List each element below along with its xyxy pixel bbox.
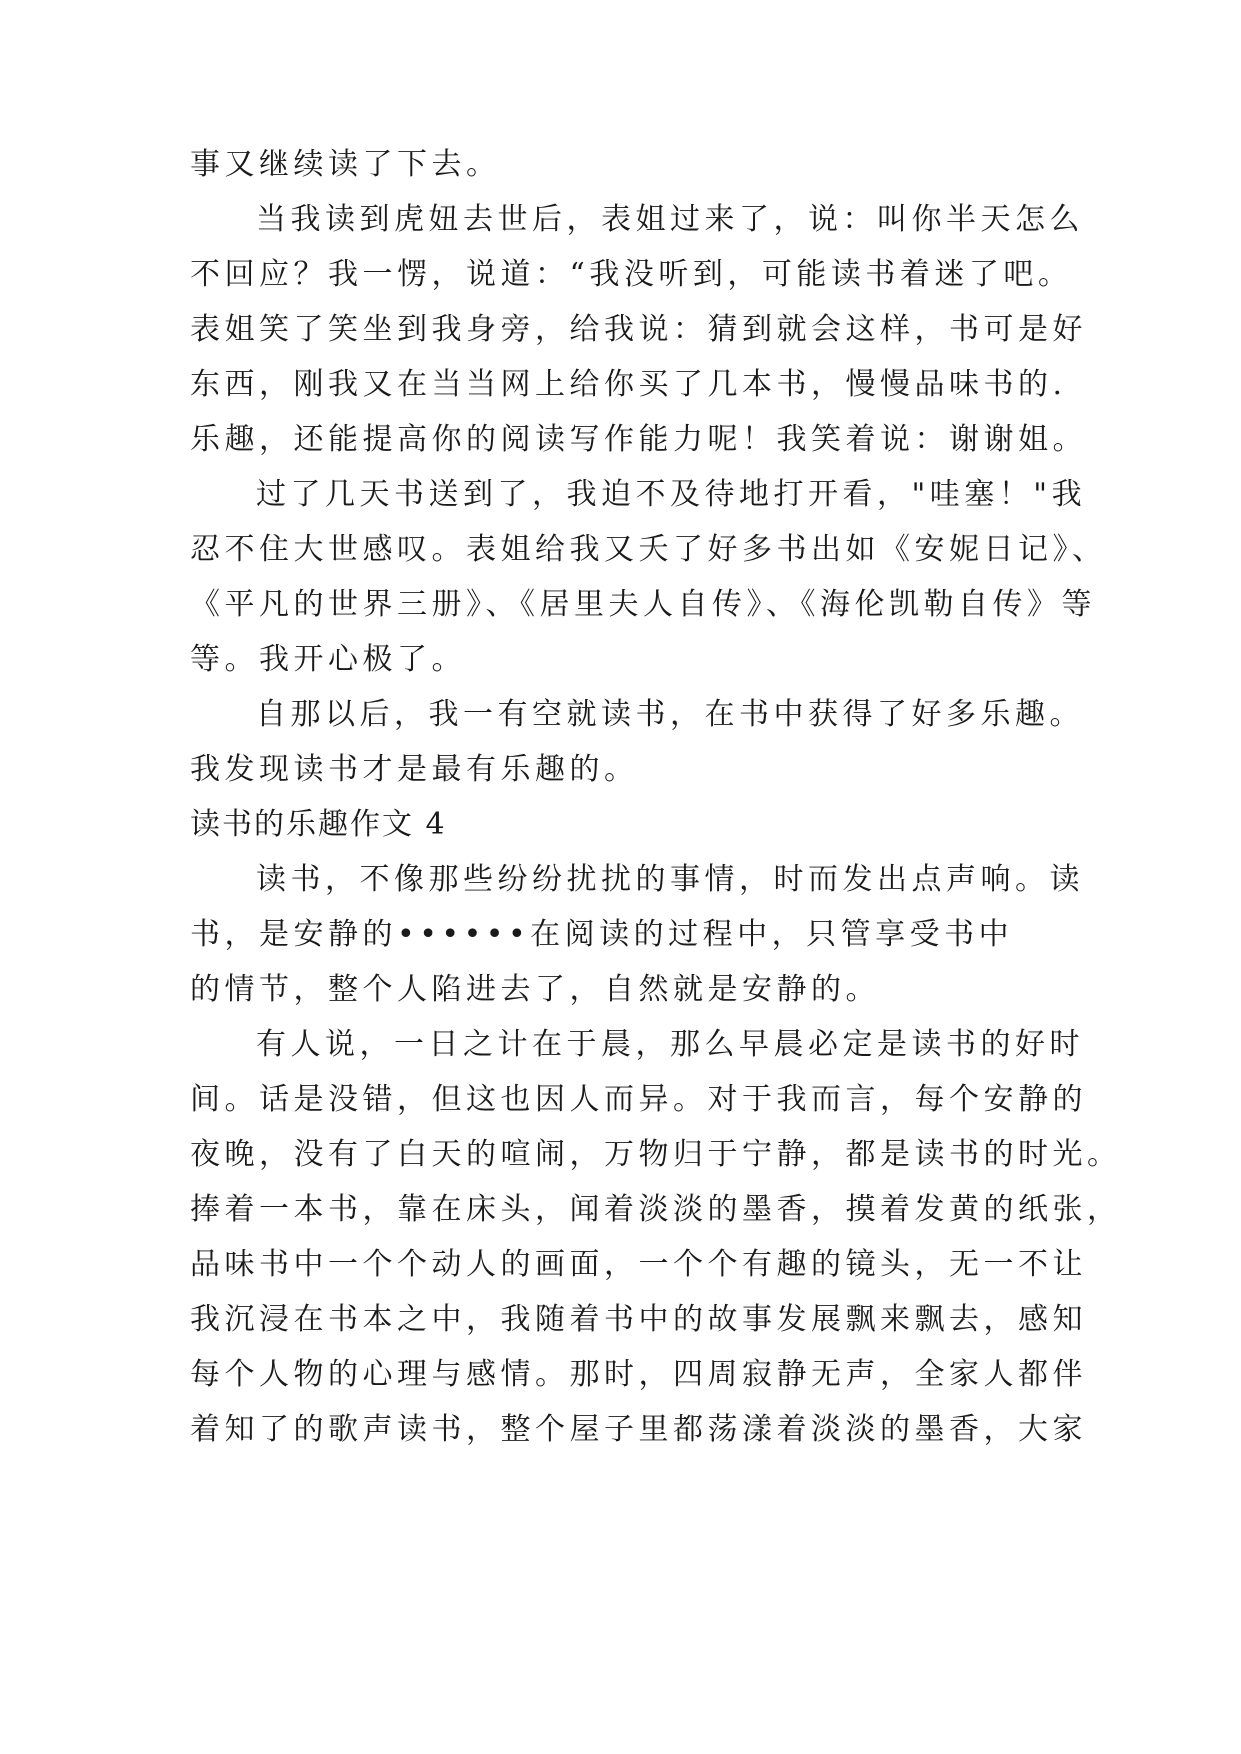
paragraph-first-line: 当我读到虎妞去世后，表姐过来了，说：叫你半天怎么 (256, 202, 1084, 237)
paragraph-first-line: 读书，不像那些纷纷扰扰的事情，时而发出点声响。读 (256, 862, 1084, 897)
text-line: 间。话是没错，但这也因人而异。对于我而言，每个安静的 (190, 1082, 1087, 1117)
text-line: 捧着一本书，靠在床头，闻着淡淡的墨香，摸着发黄的纸张， (190, 1192, 1122, 1227)
text-line: 表姐笑了笑坐到我身旁，给我说：猜到就会这样，书可是好 (190, 312, 1087, 347)
text-line: 不回应？我一愣，说道：“我没听到，可能读书着迷了吧。 (190, 257, 1073, 292)
text-line: 每个人物的心理与感情。那时，四周寂静无声，全家人都伴 (190, 1357, 1087, 1392)
text-line: 《平凡的世界三册》、《居里夫人自传》、《海伦凯勒自传》等 (190, 587, 1096, 622)
text-line: 着知了的歌声读书，整个屋子里都荡漾着淡淡的墨香，大家 (190, 1412, 1087, 1447)
text-line: 我发现读书才是最有乐趣的。 (190, 752, 639, 787)
text-line: 书，是安静的••••••在阅读的过程中，只管享受书中 (190, 917, 1014, 952)
text-line: 的情节，整个人陷进去了，自然就是安静的。 (190, 972, 880, 1007)
text-line: 事又继续读了下去。 (190, 147, 501, 182)
text-line: 等。我开心极了。 (190, 642, 466, 677)
section-heading: 读书的乐趣作文 4 (190, 807, 447, 842)
text-line: 我沉浸在书本之中，我随着书中的故事发展飘来飘去，感知 (190, 1302, 1087, 1337)
text-line: 品味书中一个个动人的画面，一个个有趣的镜头，无一不让 (190, 1247, 1087, 1282)
paragraph-first-line: 过了几天书送到了，我迫不及待地打开看，"哇塞！"我 (256, 477, 1087, 512)
text-line: 忍不住大世感叹。表姐给我又夭了好多书出如《安妮日记》、 (190, 532, 1107, 567)
paragraph-first-line: 自那以后，我一有空就读书，在书中获得了好多乐趣。 (256, 697, 1084, 732)
paragraph-first-line: 有人说，一日之计在于晨，那么早晨必定是读书的好时 (256, 1027, 1084, 1062)
text-line: 乐趣，还能提高你的阅读写作能力呢！我笑着说：谢谢姐。 (190, 422, 1087, 457)
text-line: 东西，刚我又在当当网上给你买了几本书，慢慢品味书的. (190, 367, 1067, 402)
text-line: 夜晚，没有了白天的喧闹，万物归于宁静，都是读书的时光。 (190, 1137, 1122, 1172)
